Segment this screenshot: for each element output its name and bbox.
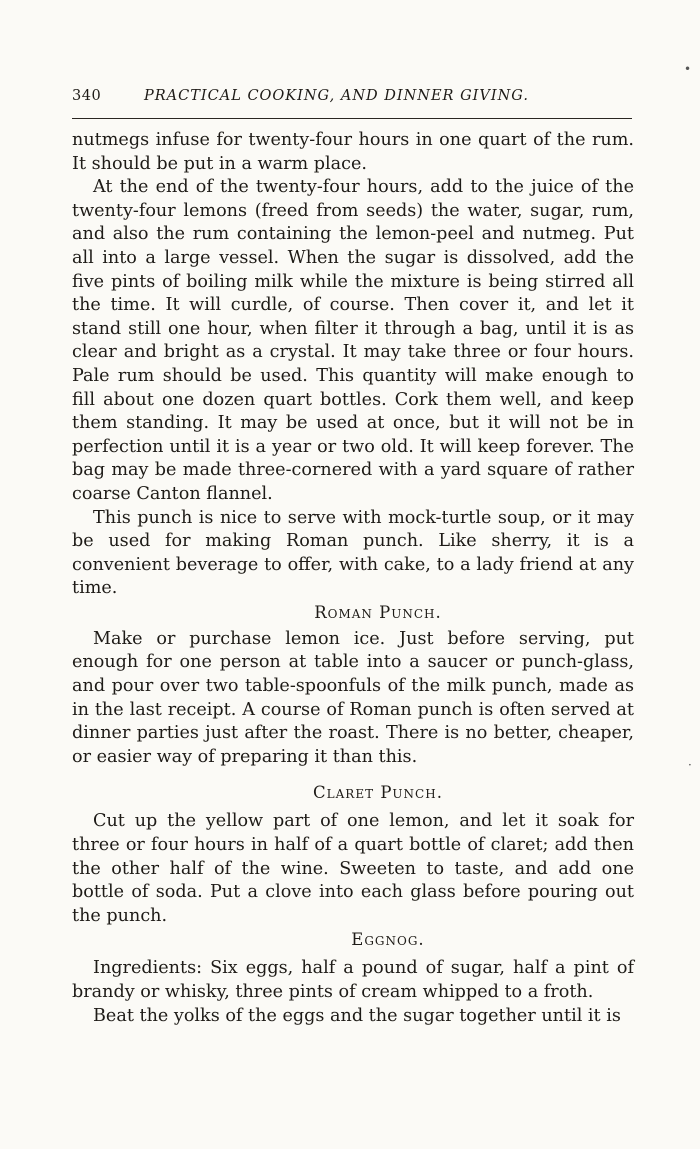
paragraph-eggnog-ingredients: Ingredients: Six eggs, half a pound of sugar, half a pint of brandy or whisky, three pints of cream whipped to a froth. [72, 958, 634, 1002]
paragraph-claret-punch: Cut up the yellow part of one lemon, and let it soak for three or four hours in half of a quart bottle of claret; add then the other half of the wine. Sweeten to taste, and add one bottle of soda. Put a clove into each glass before pouring out the punch. [72, 811, 634, 926]
paragraph-milk-punch-serving: This punch is nice to serve with mock-turtle soup, or it may be used for making Roman punch. Like sherry, it is a convenient beverage to offer, with cake, to a lady friend at any time. [72, 507, 634, 599]
page-number: 340 [72, 88, 102, 104]
heading-roman-punch: Roman Punch. [314, 602, 442, 622]
running-title: PRACTICAL COOKING, AND DINNER GIVING. [144, 88, 529, 104]
paragraph-eggnog-method: Beat the yolks of the eggs and the sugar together until it is [93, 1005, 621, 1026]
scan-speck: • [684, 62, 692, 76]
paragraph-continued: nutmegs infuse for twenty-four hours in one quart of the rum. It should be put in a warm place. [72, 130, 634, 174]
paragraph-milk-punch-method: At the end of the twenty-four hours, add to the juice of the twenty-four lemons (freed from seeds) the water, sugar, rum, and also the rum containing the lemon-peel and nutmeg. Put all into a large vessel. When the sugar is dissolved, add the five pints of boiling milk while the mixture is being stirred all the time. It will curdle, of course. Then cover it, and let it stand still one hour, when filter it through a bag, until it is as clear and bright as a crystal. It may take three or four hours. Pale rum should be used. This quantity will make enough to fill about one dozen quart bottles. Cork them well, and keep them standing. It may be used at once, but it will not be in perfection until it is a year or two old. It will keep forever. The bag may be made three-cornered with a yard square of rather coarse Canton flannel. [72, 177, 634, 504]
book-page [72, 88, 634, 1028]
running-header [72, 88, 634, 104]
paragraph-roman-punch: Make or purchase lemon ice. Just before serving, put enough for one person at table into a saucer or punch-glass, and pour over two table-spoonfuls of the milk punch, made as in the last receipt. A course of Roman punch is often served at dinner parties just after the roast. There is no better, cheaper, or easier way of preparing it than this. [72, 628, 634, 767]
heading-claret-punch: Claret Punch. [313, 783, 443, 803]
header-rule [72, 118, 632, 119]
heading-eggnog: Eggnog. [351, 930, 425, 950]
scan-speck: · [688, 758, 692, 772]
